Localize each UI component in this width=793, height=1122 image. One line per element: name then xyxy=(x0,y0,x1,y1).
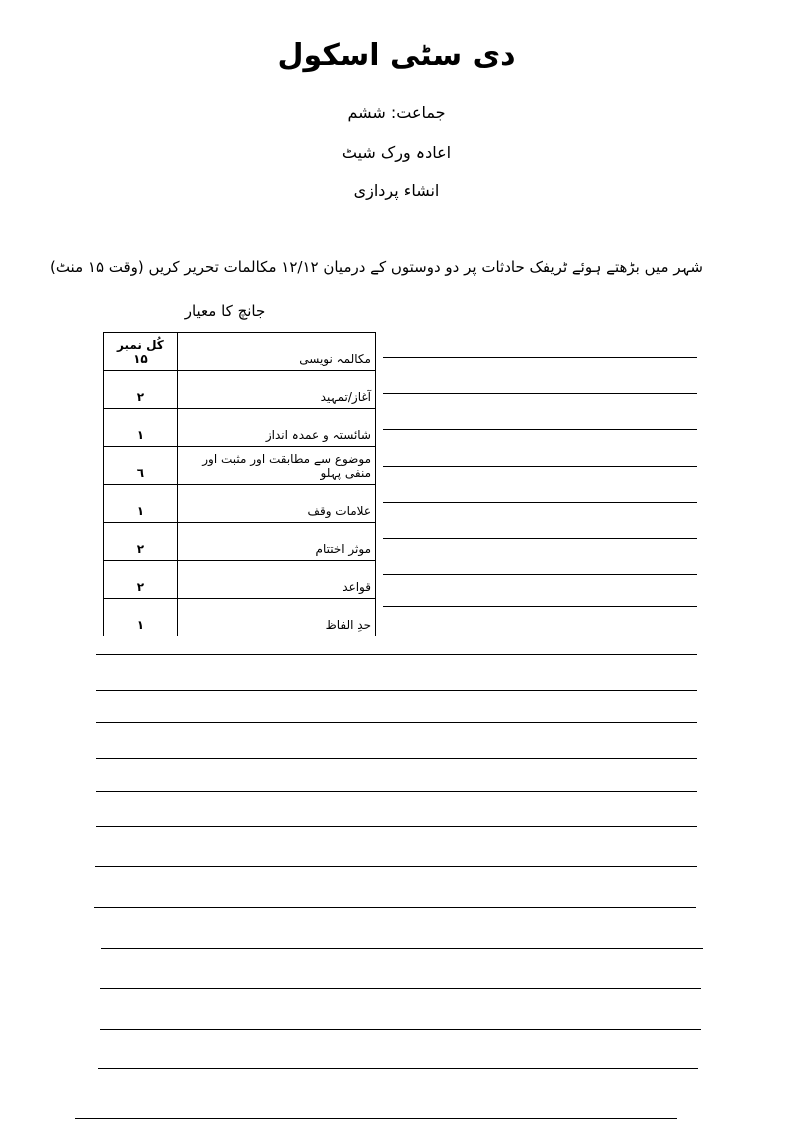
rubric-marks: ۱ xyxy=(104,485,178,523)
footer-divider xyxy=(75,1118,677,1119)
writing-line[interactable] xyxy=(383,502,697,503)
writing-line[interactable] xyxy=(94,907,696,908)
writing-line[interactable] xyxy=(96,722,697,723)
writing-line[interactable] xyxy=(101,948,703,949)
rubric-row xyxy=(104,371,376,409)
rubric-marks: کُل نمبر ۱۵ xyxy=(104,333,178,371)
rubric-table xyxy=(103,332,376,636)
rubric-criterion: شائستہ و عمدہ انداز xyxy=(177,409,375,447)
subject-label: انشاء پردازی xyxy=(353,181,440,200)
worksheet-label: اعادہ ورک شیٹ xyxy=(341,143,452,162)
writing-line[interactable] xyxy=(383,574,697,575)
rubric-row xyxy=(104,561,376,599)
rubric-marks: ۱ xyxy=(104,599,178,637)
school-title: دی سٹی اسکول xyxy=(277,38,516,73)
rubric-criterion: حدِ الفاظ xyxy=(177,599,375,637)
rubric-criterion: مکالمہ نویسی xyxy=(177,333,375,371)
writing-line[interactable] xyxy=(383,429,697,430)
writing-line[interactable] xyxy=(96,826,697,827)
rubric-criterion: علامات وقف xyxy=(177,485,375,523)
rubric-criterion: آغاز/تمہید xyxy=(177,371,375,409)
rubric-criterion: قواعد xyxy=(177,561,375,599)
writing-line[interactable] xyxy=(100,988,701,989)
writing-line[interactable] xyxy=(96,758,697,759)
writing-line[interactable] xyxy=(98,1068,698,1069)
rubric-row xyxy=(104,409,376,447)
writing-line[interactable] xyxy=(96,654,697,655)
rubric-marks: ۲ xyxy=(104,523,178,561)
writing-line[interactable] xyxy=(96,791,697,792)
rubric-marks: ۱ xyxy=(104,409,178,447)
rubric-marks: ٦ xyxy=(104,447,178,485)
rubric-header-row xyxy=(104,333,376,371)
writing-line[interactable] xyxy=(383,538,697,539)
rubric-row xyxy=(104,523,376,561)
writing-line[interactable] xyxy=(95,866,697,867)
rubric-criterion: موضوع سے مطابقت اور مثبت اور منفی پہلو xyxy=(177,447,375,485)
writing-line[interactable] xyxy=(383,606,697,607)
class-label: جماعت: ششم xyxy=(347,103,446,122)
rubric-row xyxy=(104,485,376,523)
writing-line[interactable] xyxy=(383,357,697,358)
writing-line[interactable] xyxy=(96,690,697,691)
rubric-heading: جانچ کا معیار xyxy=(184,302,266,320)
task-instruction: شہر میں بڑھتے ہوئے ٹریفک حادثات پر دو دوستوں کے درمیان ۱۲/۱۲ مکالمات تحریر کریں (وقت ۱۵ منٹ) xyxy=(49,258,703,276)
rubric-marks: ۲ xyxy=(104,561,178,599)
writing-line[interactable] xyxy=(383,466,697,467)
rubric-row xyxy=(104,447,376,485)
rubric-row xyxy=(104,599,376,637)
rubric-marks: ۲ xyxy=(104,371,178,409)
rubric-criterion: موثر اختتام xyxy=(177,523,375,561)
writing-line[interactable] xyxy=(100,1029,701,1030)
writing-line[interactable] xyxy=(383,393,697,394)
